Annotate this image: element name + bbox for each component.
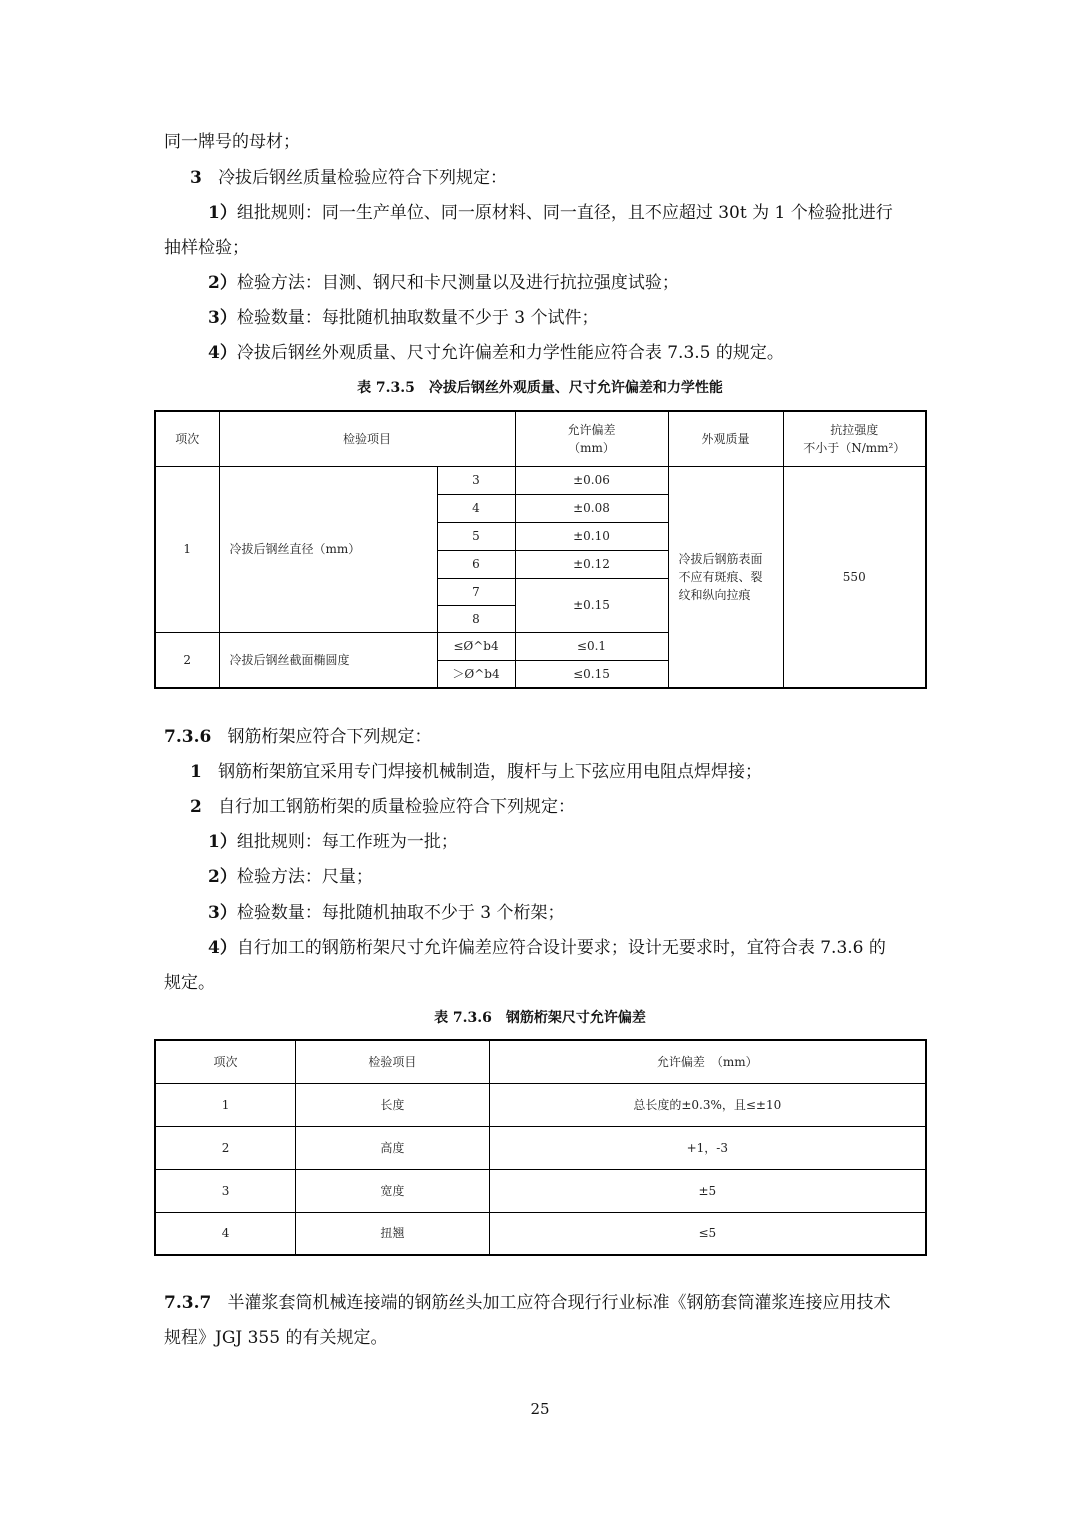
diameter-cell: 3: [437, 466, 515, 494]
tolerance-cell: ±0.06: [515, 466, 668, 494]
para-line: [190, 796, 575, 818]
row-tolerance: 总长度的±0.3%，且≤±10: [489, 1083, 926, 1126]
row-item: 宽度: [296, 1169, 489, 1212]
item-text: 冷拔后钢丝质量检验应符合下列规定：: [218, 168, 508, 188]
item-text: 自行加工钢筋桁架的质量检验应符合下列规定：: [218, 797, 576, 817]
tolerance-cell: ≤0.1: [515, 632, 668, 660]
row-item: 长度: [296, 1083, 489, 1126]
item-number: 3: [190, 168, 202, 188]
diameter-cell: 5: [437, 522, 515, 550]
diameter-cell: 7: [437, 578, 515, 605]
item-number: 4）: [208, 938, 237, 958]
item-text: 组批规则：每工作班为一批；: [236, 832, 458, 852]
strength-cell: 550: [783, 466, 926, 688]
item-number: 2）: [208, 273, 237, 293]
header-tolerance: 允许偏差 （mm）: [515, 411, 668, 466]
diameter-cell: 6: [437, 550, 515, 578]
header-item: 检验项目: [219, 411, 515, 466]
item-number: 2）: [208, 867, 237, 887]
row-item: 高度: [296, 1126, 489, 1169]
item-text: 组批规则：同一生产单位、同一原材料、同一直径，且不应超过 30t 为 1 个检验批进行: [236, 203, 893, 223]
table-7-3-5: [154, 410, 927, 689]
ovality-condition-cell: ≤Ø^b4: [437, 632, 515, 660]
row-number: 4: [155, 1212, 296, 1255]
section-title: 钢筋桁架应符合下列规定：: [227, 727, 432, 747]
row-item: 冷拔后钢丝截面椭圆度: [219, 632, 437, 688]
para-line: [208, 307, 598, 329]
para-line: [208, 866, 373, 888]
row-number: 3: [155, 1169, 296, 1212]
table-caption: 表 7.3.6 钢筋桁架尺寸允许偏差: [434, 1010, 646, 1026]
page-number: 25: [530, 1400, 550, 1418]
header-item: 检验项目: [296, 1040, 489, 1083]
header-item-no: 项次: [155, 1040, 296, 1083]
para-line: 抽样检验；: [164, 238, 249, 258]
section-heading: [164, 1292, 891, 1314]
tolerance-cell: ±0.12: [515, 550, 668, 578]
tolerance-cell: ±0.08: [515, 494, 668, 522]
item-text: 自行加工的钢筋桁架尺寸允许偏差应符合设计要求；设计无要求时，宜符合表 7.3.6 的: [236, 938, 886, 958]
row-item: 冷拔后钢丝直径（mm）: [219, 466, 437, 632]
item-number: 3）: [208, 903, 237, 923]
table-7-3-6: [154, 1039, 927, 1256]
header-item-no: 项次: [155, 411, 219, 466]
para-line: 同一牌号的母材；: [164, 132, 300, 152]
row-number: 2: [155, 632, 219, 688]
para-line: [208, 831, 458, 853]
item-text: 冷拔后钢丝外观质量、尺寸允许偏差和力学性能应符合表 7.3.5 的规定。: [236, 343, 784, 363]
tolerance-cell: ≤0.15: [515, 660, 668, 688]
para-line: [190, 167, 507, 189]
tolerance-cell: ±0.15: [515, 578, 668, 632]
para-line: [208, 202, 893, 224]
para-line: [208, 272, 679, 294]
item-text: 检验方法：目测、钢尺和卡尺测量以及进行抗拉强度试验；: [236, 273, 679, 293]
item-number: 1: [190, 762, 202, 782]
row-tolerance: +1，-3: [489, 1126, 926, 1169]
row-number: 1: [155, 1083, 296, 1126]
item-text: 钢筋桁架筋宜采用专门焊接机械制造，腹杆与上下弦应用电阻点焊焊接；: [218, 762, 763, 782]
item-number: 2: [190, 797, 202, 817]
section-heading: [164, 726, 432, 748]
appearance-cell: 冷拔后钢筋表面 不应有斑痕、裂 纹和纵向拉痕: [668, 466, 783, 688]
item-text: 检验方法：尺量；: [236, 867, 373, 887]
header-strength: 抗拉强度 不小于（N/mm²）: [783, 411, 926, 466]
para-line: [190, 761, 762, 783]
diameter-cell: 4: [437, 494, 515, 522]
para-line: [208, 937, 886, 959]
item-text: 检验数量：每批随机抽取数量不少于 3 个试件；: [236, 308, 599, 328]
row-item: 扭翘: [296, 1212, 489, 1255]
row-number: 2: [155, 1126, 296, 1169]
section-number: 7.3.7: [164, 1293, 212, 1313]
section-number: 7.3.6: [164, 727, 212, 747]
diameter-cell: 8: [437, 605, 515, 632]
item-number: 3）: [208, 308, 237, 328]
item-number: 4）: [208, 343, 237, 363]
tolerance-cell: ±0.10: [515, 522, 668, 550]
row-number: 1: [155, 466, 219, 632]
table-caption: 表 7.3.5 冷拔后钢丝外观质量、尺寸允许偏差和力学性能: [357, 380, 723, 396]
para-line: [208, 902, 564, 924]
row-tolerance: ≤5: [489, 1212, 926, 1255]
para-line: 规定。: [164, 973, 215, 993]
section-text: 半灌浆套筒机械连接端的钢筋丝头加工应符合现行行业标准《钢筋套筒灌浆连接应用技术: [227, 1293, 891, 1313]
item-text: 检验数量：每批随机抽取不少于 3 个桁架；: [236, 903, 565, 923]
row-tolerance: ±5: [489, 1169, 926, 1212]
item-number: 1）: [208, 203, 237, 223]
para-line: 规程》JGJ 355 的有关规定。: [164, 1328, 388, 1348]
para-line: [208, 342, 784, 364]
item-number: 1）: [208, 832, 237, 852]
ovality-condition-cell: ＞Ø^b4: [437, 660, 515, 688]
header-tolerance: 允许偏差 （mm）: [489, 1040, 926, 1083]
header-appearance: 外观质量: [668, 411, 783, 466]
